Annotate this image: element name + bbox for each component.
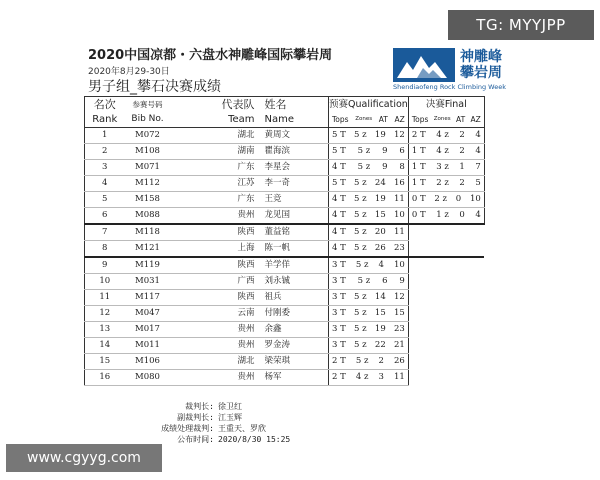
- rank-cell: 13: [85, 322, 125, 338]
- rank-cell: 1: [85, 128, 125, 144]
- q-tops: 3 T: [332, 308, 346, 318]
- table-row: [85, 354, 485, 370]
- bib-cell: M121: [125, 241, 171, 258]
- official-value: 徐卫红: [218, 402, 242, 411]
- q-zones: 5 z: [354, 210, 367, 220]
- official-row: [150, 434, 290, 445]
- rank-cell: 10: [85, 274, 125, 290]
- rank-cell: 3: [85, 160, 125, 176]
- rank-cell: 11: [85, 290, 125, 306]
- q-tops: 4 T: [332, 162, 346, 172]
- rank-cell: 12: [85, 306, 125, 322]
- table-row: [85, 370, 485, 386]
- qualification-cell: [329, 257, 409, 274]
- rank-cell: 14: [85, 338, 125, 354]
- f-at-header: AT: [456, 115, 466, 124]
- q-at: 22: [374, 340, 386, 350]
- header-name-cn: 姓名: [261, 97, 329, 113]
- rank-cell: 15: [85, 354, 125, 370]
- q-az: 21: [394, 340, 405, 350]
- final-cell-empty: [408, 257, 484, 274]
- team-cell: 湖南: [171, 144, 261, 160]
- bib-cell: M119: [125, 257, 171, 274]
- official-value: 王重天、罗欣: [218, 424, 266, 433]
- final-cell-empty: [408, 241, 484, 258]
- bib-cell: M047: [125, 306, 171, 322]
- table-row: [85, 208, 485, 225]
- official-value: 2020/8/30 15:25: [218, 435, 291, 444]
- f-at: 0: [459, 210, 465, 220]
- qualification-cell: [329, 306, 409, 322]
- table-row: [85, 128, 485, 144]
- qualification-cell: [329, 128, 409, 144]
- q-zones: 5 z: [354, 308, 367, 318]
- final-cell-empty: [408, 224, 484, 241]
- final-cell-empty: [408, 370, 484, 386]
- q-zones: 5 z: [357, 162, 371, 172]
- watermark-top: TG: MYYJPP: [448, 10, 594, 40]
- final-cell-empty: [408, 322, 484, 338]
- q-tops: 4 T: [332, 243, 346, 253]
- f-tops: 0 T: [411, 194, 426, 204]
- bib-cell: M088: [125, 208, 171, 225]
- official-label: 裁判长:: [185, 402, 214, 411]
- officials-block: [150, 401, 290, 445]
- q-az-header: AZ: [394, 115, 405, 124]
- f-zones: 4 z: [436, 130, 449, 140]
- q-at: 9: [382, 146, 388, 156]
- f-zones: 2 z: [436, 178, 449, 188]
- q-tops: 4 T: [332, 210, 346, 220]
- q-at: 3: [378, 372, 384, 382]
- logo-english: Shendiaofeng Rock Climbing Week: [393, 83, 506, 91]
- bib-cell: M108: [125, 144, 171, 160]
- logo-line-1: 神雕峰: [460, 49, 502, 65]
- team-cell: 广西: [171, 274, 261, 290]
- q-zones: 5 z: [354, 227, 367, 237]
- name-cell: 祖兵: [261, 290, 329, 306]
- table-row: [85, 257, 485, 274]
- header-bib-en: Bib No.: [125, 112, 171, 128]
- logo-text: [460, 49, 520, 81]
- name-cell: 陈一帆: [261, 241, 329, 258]
- official-row: [150, 412, 290, 423]
- final-cell-empty: [408, 338, 484, 354]
- table-row: [85, 144, 485, 160]
- name-cell: 李一奇: [261, 176, 329, 192]
- name-cell: 刘永铖: [261, 274, 329, 290]
- rank-cell: 9: [85, 257, 125, 274]
- qualification-cell: [329, 290, 409, 306]
- final-cell-empty: [408, 274, 484, 290]
- q-zones: 5 z: [354, 178, 367, 188]
- q-tops: 4 T: [332, 194, 346, 204]
- f-at: 1: [459, 162, 465, 172]
- team-cell: 贵州: [171, 370, 261, 386]
- q-az: 11: [394, 194, 405, 204]
- table-row: [85, 306, 485, 322]
- final-cell: [408, 176, 484, 192]
- f-zones-header: Zones: [433, 116, 451, 122]
- team-cell: 上海: [171, 241, 261, 258]
- q-az: 8: [399, 162, 405, 172]
- rank-cell: 6: [85, 208, 125, 225]
- header-team-cn: 代表队: [171, 97, 261, 113]
- f-zones: 3 z: [436, 162, 449, 172]
- f-at: 2: [459, 178, 465, 188]
- qualification-cell: [329, 176, 409, 192]
- q-az: 15: [394, 308, 405, 318]
- table-row: [85, 338, 485, 354]
- q-zones: 5 z: [354, 243, 367, 253]
- q-zones: 5 z: [354, 340, 367, 350]
- f-zones: 4 z: [436, 146, 449, 156]
- q-tops: 5 T: [332, 178, 346, 188]
- q-zones-header: Zones: [355, 116, 373, 122]
- f-at: 0: [455, 194, 462, 204]
- bib-cell: M031: [125, 274, 171, 290]
- q-at: 14: [374, 292, 386, 302]
- name-cell: 梁荣琪: [261, 354, 329, 370]
- final-cell: [408, 128, 484, 144]
- final-cell: [408, 192, 484, 208]
- q-az: 16: [394, 178, 405, 188]
- header-qualification: 预赛Qualification: [329, 97, 409, 113]
- name-cell: 杨军: [261, 370, 329, 386]
- bib-cell: M072: [125, 128, 171, 144]
- table-row: [85, 241, 485, 258]
- team-cell: 陕西: [171, 257, 261, 274]
- q-az: 11: [393, 372, 405, 382]
- final-cell-empty: [408, 290, 484, 306]
- q-zones: 5 z: [354, 292, 367, 302]
- official-row: [150, 423, 290, 434]
- q-tops: 3 T: [332, 260, 346, 270]
- q-tops: 4 T: [332, 227, 346, 237]
- bib-cell: M017: [125, 322, 171, 338]
- q-tops: 3 T: [332, 276, 346, 286]
- q-at: 15: [374, 210, 386, 220]
- q-zones: 4 z: [355, 372, 369, 382]
- final-cell: [408, 160, 484, 176]
- final-cell-empty: [408, 306, 484, 322]
- table-row: [85, 192, 485, 208]
- f-at: 2: [459, 130, 465, 140]
- q-at: 24: [374, 178, 386, 188]
- f-zones: 2 z: [434, 194, 447, 204]
- logo-line-2: 攀岩周: [460, 65, 502, 81]
- rank-cell: 5: [85, 192, 125, 208]
- q-tops: 3 T: [332, 324, 346, 334]
- f-tops-header: Tops: [411, 115, 429, 124]
- name-cell: 董益铭: [261, 224, 329, 241]
- team-cell: 江苏: [171, 176, 261, 192]
- name-cell: 龙见国: [261, 208, 329, 225]
- header-final: 决赛Final: [408, 97, 484, 113]
- q-at: 9: [382, 162, 388, 172]
- q-az: 9: [399, 276, 405, 286]
- q-zones: 5 z: [355, 260, 369, 270]
- table-row: [85, 224, 485, 241]
- q-az: 10: [394, 210, 405, 220]
- results-table: [84, 96, 485, 386]
- name-cell: 瞿海滨: [261, 144, 329, 160]
- table-row: [85, 290, 485, 306]
- qualification-cell: [329, 322, 409, 338]
- q-tops-header: Tops: [332, 115, 349, 124]
- qualification-cell: [329, 241, 409, 258]
- q-at: 19: [374, 130, 386, 140]
- name-cell: 罗金涛: [261, 338, 329, 354]
- f-az: 10: [469, 194, 481, 204]
- official-row: [150, 401, 290, 412]
- f-tops: 1 T: [411, 178, 426, 188]
- q-az: 26: [393, 356, 405, 366]
- q-at: 19: [374, 194, 386, 204]
- team-cell: 湖北: [171, 354, 261, 370]
- bib-cell: M080: [125, 370, 171, 386]
- q-at: 19: [374, 324, 386, 334]
- q-az: 10: [393, 260, 405, 270]
- q-az: 23: [394, 324, 405, 334]
- rank-cell: 7: [85, 224, 125, 241]
- official-value: 江玉辉: [218, 413, 242, 422]
- bib-cell: M117: [125, 290, 171, 306]
- official-label: 副裁判长:: [177, 413, 214, 422]
- table-row: [85, 160, 485, 176]
- official-label: 成绩处理裁判:: [161, 424, 214, 433]
- table-row: [85, 176, 485, 192]
- name-cell: 黄周文: [261, 128, 329, 144]
- bib-cell: M011: [125, 338, 171, 354]
- q-tops: 3 T: [332, 292, 346, 302]
- bib-cell: M106: [125, 354, 171, 370]
- q-at: 4: [378, 260, 384, 270]
- final-cell-empty: [408, 354, 484, 370]
- q-zones: 5 z: [355, 356, 369, 366]
- q-at: 6: [382, 276, 388, 286]
- team-cell: 贵州: [171, 338, 261, 354]
- f-tops: 1 T: [411, 146, 426, 156]
- team-cell: 云南: [171, 306, 261, 322]
- q-zones: 5 z: [354, 194, 367, 204]
- f-az-header: AZ: [470, 115, 481, 124]
- rank-cell: 4: [85, 176, 125, 192]
- name-cell: 王竞: [261, 192, 329, 208]
- f-az: 7: [475, 162, 481, 172]
- team-cell: 贵州: [171, 208, 261, 225]
- qualification-cell: [329, 224, 409, 241]
- header-bib-cn: 参赛号码: [125, 97, 171, 113]
- q-at: 20: [374, 227, 386, 237]
- final-cell: [408, 208, 484, 225]
- q-at: 15: [374, 308, 386, 318]
- f-az: 5: [475, 178, 481, 188]
- f-tops: 1 T: [411, 162, 426, 172]
- table-row: [85, 274, 485, 290]
- final-cell: [408, 144, 484, 160]
- q-az: 23: [394, 243, 405, 253]
- watermark-bottom: www.cgyyg.com: [6, 444, 162, 472]
- team-cell: 陕西: [171, 224, 261, 241]
- q-tops: 5 T: [332, 130, 346, 140]
- name-cell: 李星会: [261, 160, 329, 176]
- q-zones: 5 z: [354, 324, 367, 334]
- q-az: 12: [394, 130, 405, 140]
- team-cell: 陕西: [171, 290, 261, 306]
- qualification-cell: [329, 338, 409, 354]
- bib-cell: M118: [125, 224, 171, 241]
- q-at: 26: [374, 243, 386, 253]
- event-title: 2020中国凉都・六盘水神雕峰国际攀岩周: [88, 48, 333, 63]
- q-tops: 2 T: [332, 356, 346, 366]
- qualification-cell: [329, 274, 409, 290]
- f-tops: 0 T: [411, 210, 426, 220]
- team-cell: 广东: [171, 160, 261, 176]
- q-zones: 5 z: [354, 130, 367, 140]
- q-az: 12: [394, 292, 405, 302]
- team-cell: 湖北: [171, 128, 261, 144]
- table-row: [85, 322, 485, 338]
- qualification-cell: [329, 160, 409, 176]
- f-tops: 2 T: [411, 130, 426, 140]
- name-cell: 余鑫: [261, 322, 329, 338]
- group-title: 男子组_攀石决赛成绩: [88, 79, 221, 95]
- header-name-en: Name: [261, 112, 329, 128]
- team-cell: 贵州: [171, 322, 261, 338]
- q-at-header: AT: [378, 115, 388, 124]
- header-team-en: Team: [171, 112, 261, 128]
- q-at: 2: [378, 356, 384, 366]
- f-az: 4: [475, 146, 481, 156]
- bib-cell: M112: [125, 176, 171, 192]
- q-az: 11: [394, 227, 405, 237]
- official-label: 公布时间:: [177, 435, 214, 444]
- name-cell: 羊学佯: [261, 257, 329, 274]
- q-zones: 5 z: [357, 146, 371, 156]
- rank-cell: 8: [85, 241, 125, 258]
- f-az: 4: [475, 130, 481, 140]
- name-cell: 付刚委: [261, 306, 329, 322]
- team-cell: 广东: [171, 192, 261, 208]
- rank-cell: 16: [85, 370, 125, 386]
- header-rank-en: Rank: [85, 112, 125, 128]
- header-rank-cn: 名次: [85, 97, 125, 113]
- q-az: 6: [399, 146, 405, 156]
- event-date: 2020年8月29-30日: [88, 67, 170, 77]
- qualification-cell: [329, 208, 409, 225]
- qualification-cell: [329, 370, 409, 386]
- bib-cell: M071: [125, 160, 171, 176]
- rank-cell: 2: [85, 144, 125, 160]
- qualification-cell: [329, 354, 409, 370]
- qualification-cell: [329, 144, 409, 160]
- qualification-cell: [329, 192, 409, 208]
- bib-cell: M158: [125, 192, 171, 208]
- q-zones: 5 z: [357, 276, 371, 286]
- q-tops: 2 T: [332, 372, 346, 382]
- q-tops: 3 T: [332, 340, 346, 350]
- f-az: 4: [475, 210, 481, 220]
- f-zones: 1 z: [436, 210, 449, 220]
- f-at: 2: [459, 146, 465, 156]
- q-tops: 5 T: [332, 146, 346, 156]
